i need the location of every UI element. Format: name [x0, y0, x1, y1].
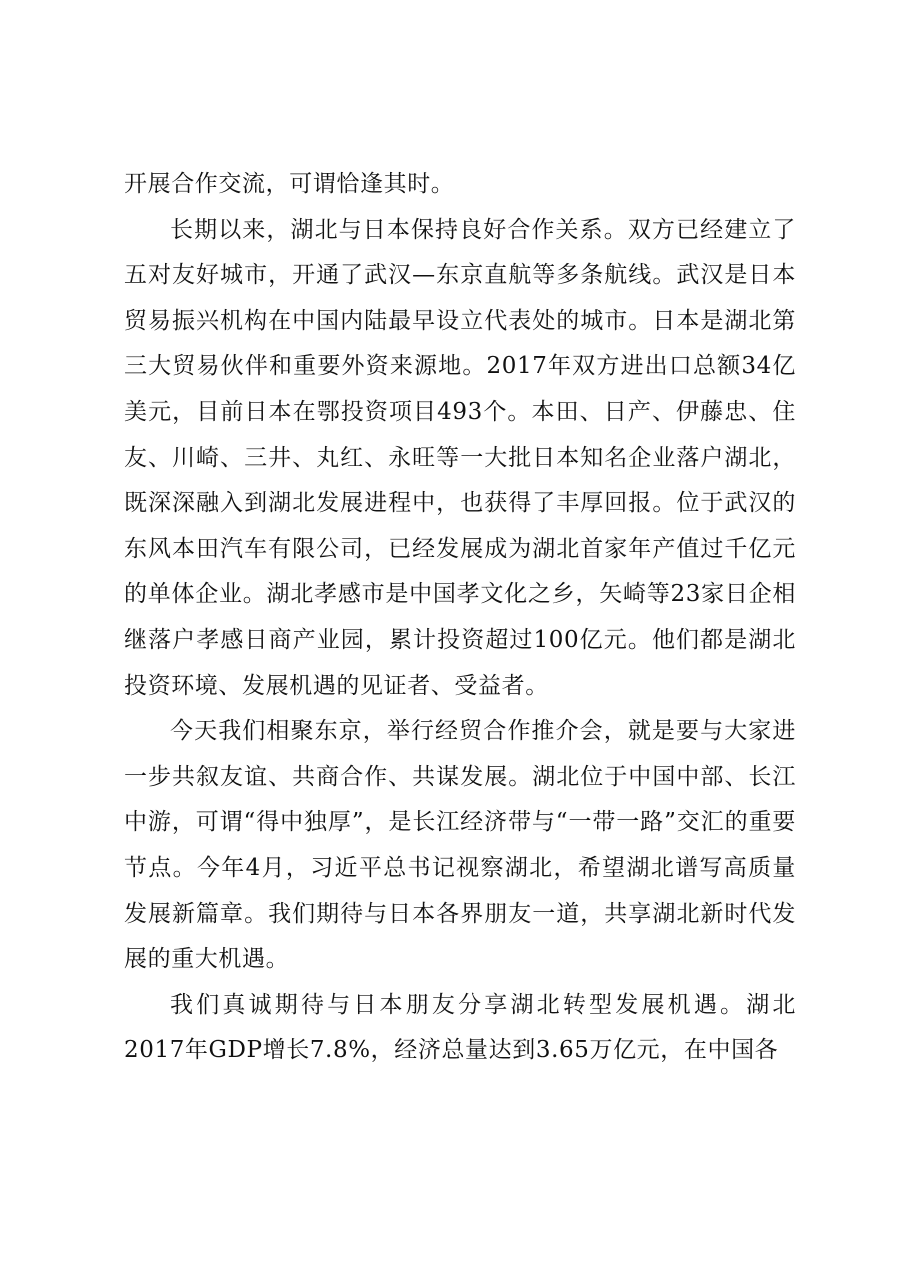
paragraph-tokyo-promotion: 今天我们相聚东京，举行经贸合作推介会，就是要与大家进一步共叙友谊、共商合作、共谋发展。湖北位于中国中部、长江中游，可谓“得中独厚”，是长江经济带与“一带一路”交汇的重要节点。今年4月，习近平总书记视察湖北，希望湖北谱写高质量发展新篇章。我们期待与日本各界朋友一道，共享湖北新时代发展的重大机遇。 — [124, 718, 796, 973]
document-body — [124, 162, 796, 1074]
paragraph-continuation: 开展合作交流，可谓恰逢其时。 — [124, 171, 455, 197]
paragraph-hubei-japan-relations: 长期以来，湖北与日本保持良好合作关系。双方已经建立了五对友好城市，开通了武汉—东京直航等多条航线。武汉是日本贸易振兴机构在中国内陆最早设立代表处的城市。日本是湖北第三大贸易伙伴和重要外资来源地。2017年双方进出口总额34亿美元，目前日本在鄂投资项目493个。本田、日产、伊藤忠、住友、川崎、三井、丸红、永旺等一大批日本知名企业落户湖北，既深深融入到湖北发展进程中，也获得了丰厚回报。位于武汉的东风本田汽车有限公司，已经发展成为湖北首家年产值过千亿元的单体企业。湖北孝感市是中国孝文化之乡，矢崎等23家日企相继落户孝感日商产业园，累计投资超过100亿元。他们都是湖北投资环境、发展机遇的见证者、受益者。 — [124, 216, 796, 699]
paragraph-transformation-opportunity: 我们真诚期待与日本朋友分享湖北转型发展机遇。湖北2017年GDP增长7.8%，经济总量达到3.65万亿元，在中国各 — [124, 991, 796, 1064]
